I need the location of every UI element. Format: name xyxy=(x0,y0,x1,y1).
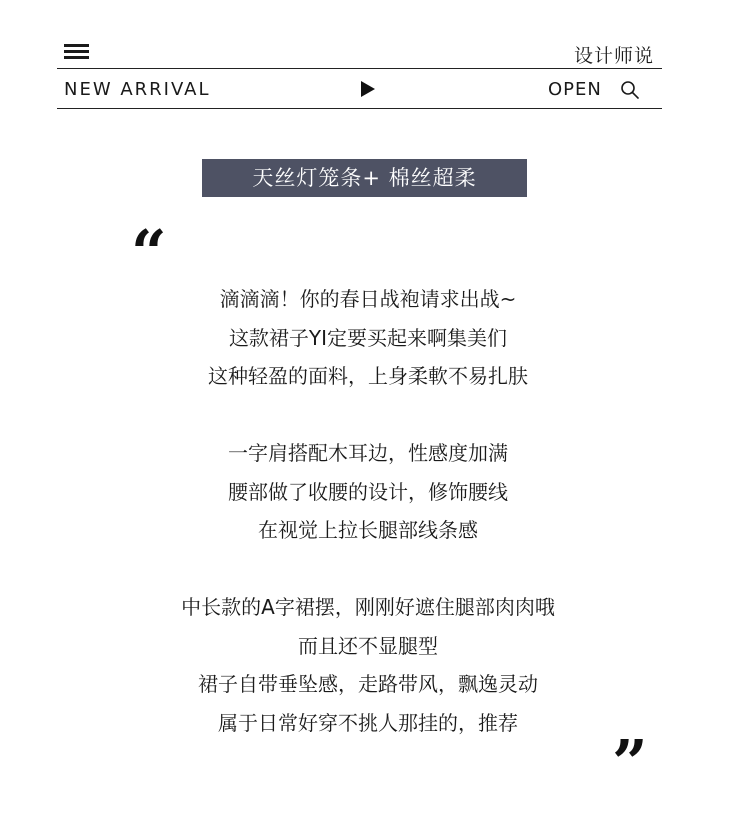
paragraph-3-line-1: 中长款的A字裙摆，刚刚好遮住腿部肉肉哦 xyxy=(181,595,555,619)
paragraph-1-line-2: 这款裙子YI定要买起来啊集美们 xyxy=(228,325,508,350)
paragraph-3-line-2: 而且还不显腿型 xyxy=(298,633,438,658)
top-bar xyxy=(57,36,662,69)
new-arrival-label: NEW ARRIVAL xyxy=(64,79,211,100)
paragraph-1-line-3: 这种轻盈的面料，上身柔軟不易扎肤 xyxy=(208,364,528,388)
nav-bar xyxy=(57,69,662,109)
paragraph-3-line-3: 裙子自带垂坠感，走路带风，飘逸灵动 xyxy=(198,672,538,696)
paragraph-2-line-3: 在视觉上拉长腿部线条感 xyxy=(258,518,478,542)
hamburger-menu-icon[interactable] xyxy=(64,44,89,60)
paragraph-1-line-1: 滴滴滴！你的春日战袍请求出战~ xyxy=(219,287,517,311)
description-text xyxy=(0,280,736,742)
designer-says-label: 设计师说 xyxy=(573,45,654,67)
paragraph-3-line-4: 属于日常好穿不挑人那挂的，推荐 xyxy=(218,710,518,735)
search-icon[interactable] xyxy=(620,80,640,100)
open-quote-mark: “ xyxy=(131,216,167,289)
paragraph-2-line-1: 一字肩搭配木耳边，性感度加满 xyxy=(228,441,508,465)
play-icon[interactable] xyxy=(361,81,375,97)
paragraph-spacer xyxy=(0,396,736,435)
open-button[interactable]: OPEN xyxy=(548,79,602,100)
paragraph-spacer xyxy=(0,550,736,589)
title-banner: 天丝灯笼条+ 棉丝超柔 xyxy=(202,159,527,197)
close-quote-mark: ” xyxy=(612,726,648,799)
paragraph-2-line-2: 腰部做了收腰的设计，修饰腰线 xyxy=(228,479,508,504)
